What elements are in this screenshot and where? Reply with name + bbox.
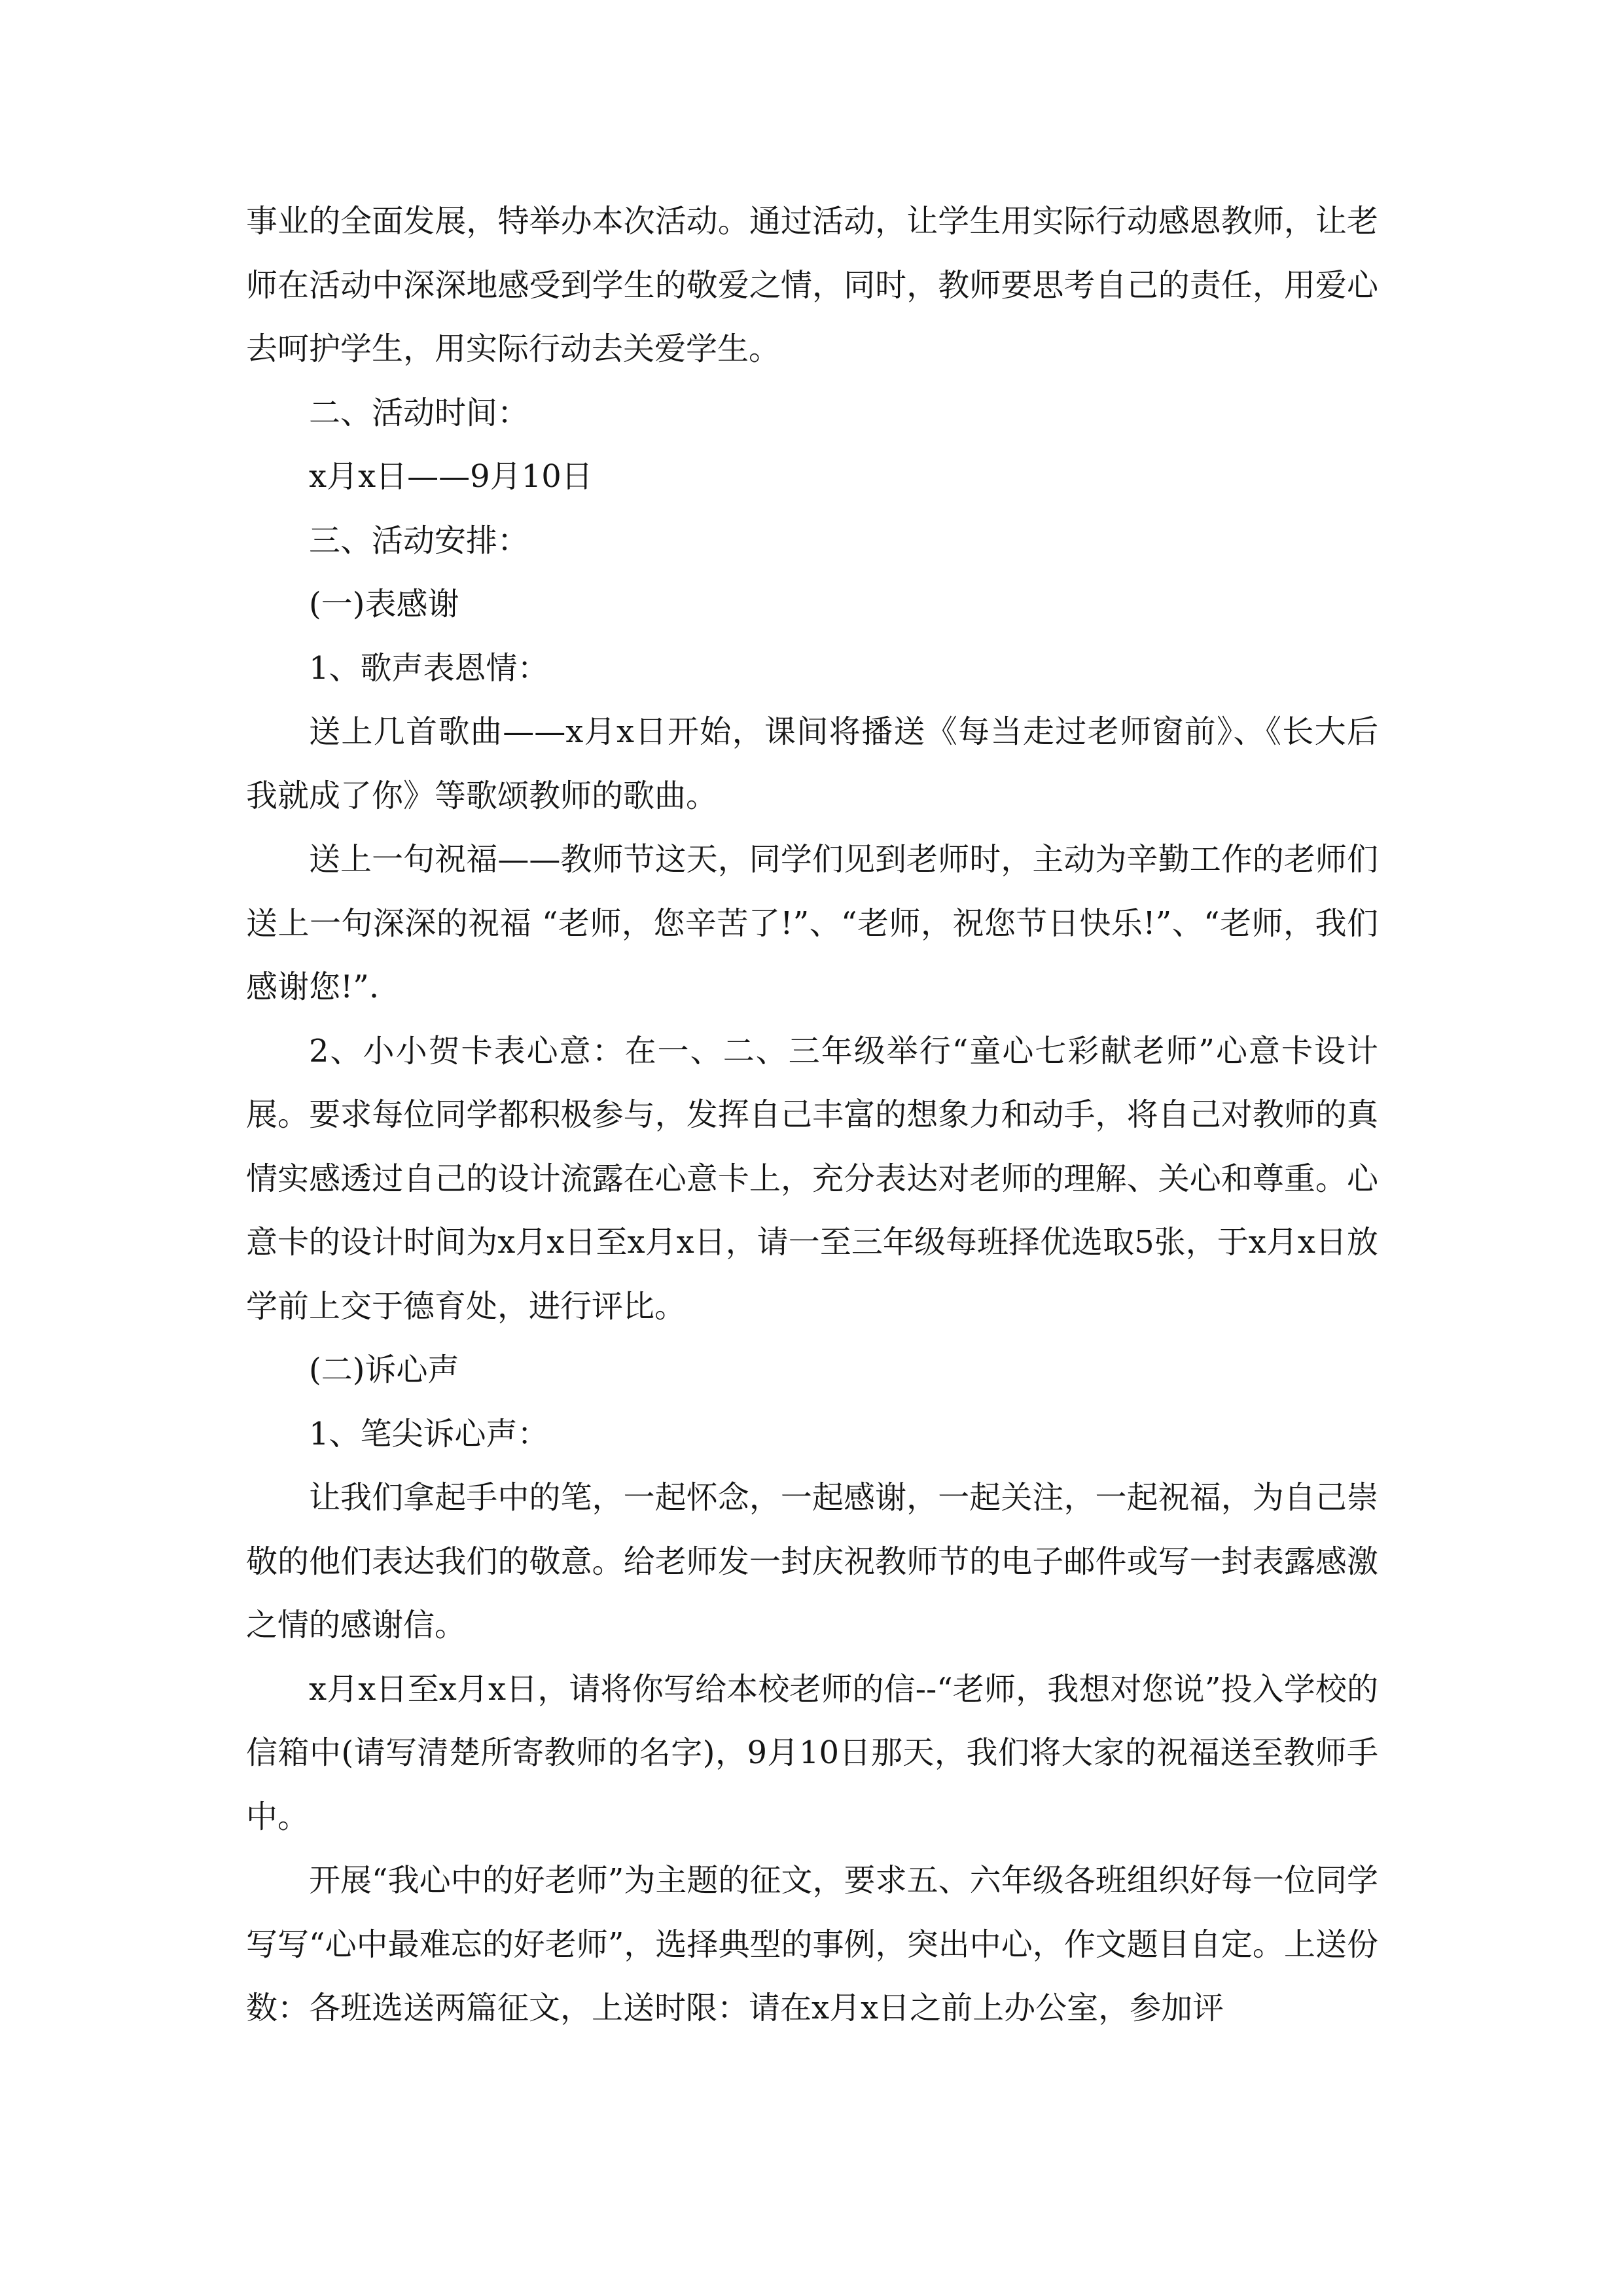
subheading-thanks: (一)表感谢: [309, 586, 459, 622]
item-pen: 1、笔尖诉心声：: [309, 1415, 549, 1452]
paragraph-greeting-cards: 2、小小贺卡表心意：在一、二、三年级举行“童心七彩献老师”心意卡设计展。要求每位同学都积极参与，发挥自己丰富的想象力和动手，将自己对教师的真情实感透过自己的设计流露在心意卡上，充分表达对老师的理解、关心和尊重。心意卡的设计时间为x月x日至x月x日，请一至三年级每班择优选取5张，于x月x日放学前上交于德育处，进行评比。: [246, 1032, 1378, 1325]
subheading-voice: (二)诉心声: [309, 1352, 459, 1388]
paragraph-blessing: 送上一句祝福——教师节这天，同学们见到老师时，主动为辛勤工作的老师们送上一句深深的祝福 “老师，您辛苦了!”、“老师，祝您节日快乐!”、“老师，我们感谢您!”.: [246, 841, 1378, 1005]
heading-activity-time: 二、活动时间：: [309, 394, 529, 431]
document-page: [246, 190, 1378, 2041]
heading-activity-arrangement: 三、活动安排：: [309, 522, 529, 559]
item-songs: 1、歌声表恩情：: [309, 649, 549, 687]
paragraph-mailbox: x月x日至x月x日，请将你写给本校老师的信--“老师，我想对您说”投入学校的信箱中(请写清楚所寄教师的名字)，9月10日那天，我们将大家的祝福送至教师手中。: [246, 1670, 1378, 1835]
activity-date-range: x月x日——9月10日: [309, 458, 593, 495]
paragraph-letters: 让我们拿起手中的笔，一起怀念，一起感谢，一起关注，一起祝福，为自己崇敬的他们表达我们的敬意。给老师发一封庆祝教师节的电子邮件或写一封表露感激之情的感谢信。: [246, 1479, 1378, 1643]
paragraph-intro-continuation: 事业的全面发展，特举办本次活动。通过活动，让学生用实际行动感恩教师，让老师在活动中深深地感受到学生的敬爱之情，同时，教师要思考自己的责任，用爱心去呵护学生，用实际行动去关爱学生。: [246, 203, 1378, 367]
paragraph-essay: 开展“我心中的好老师”为主题的征文，要求五、六年级各班组织好每一位同学写写“心中最难忘的好老师”，选择典型的事例，突出中心，作文题目自定。上送份数：各班选送两篇征文，上送时限：请在x月x日之前上办公室，参加评: [246, 1862, 1378, 2026]
paragraph-songs: 送上几首歌曲——x月x日开始，课间将播送《每当走过老师窗前》、《长大后我就成了你》等歌颂教师的歌曲。: [246, 713, 1378, 814]
